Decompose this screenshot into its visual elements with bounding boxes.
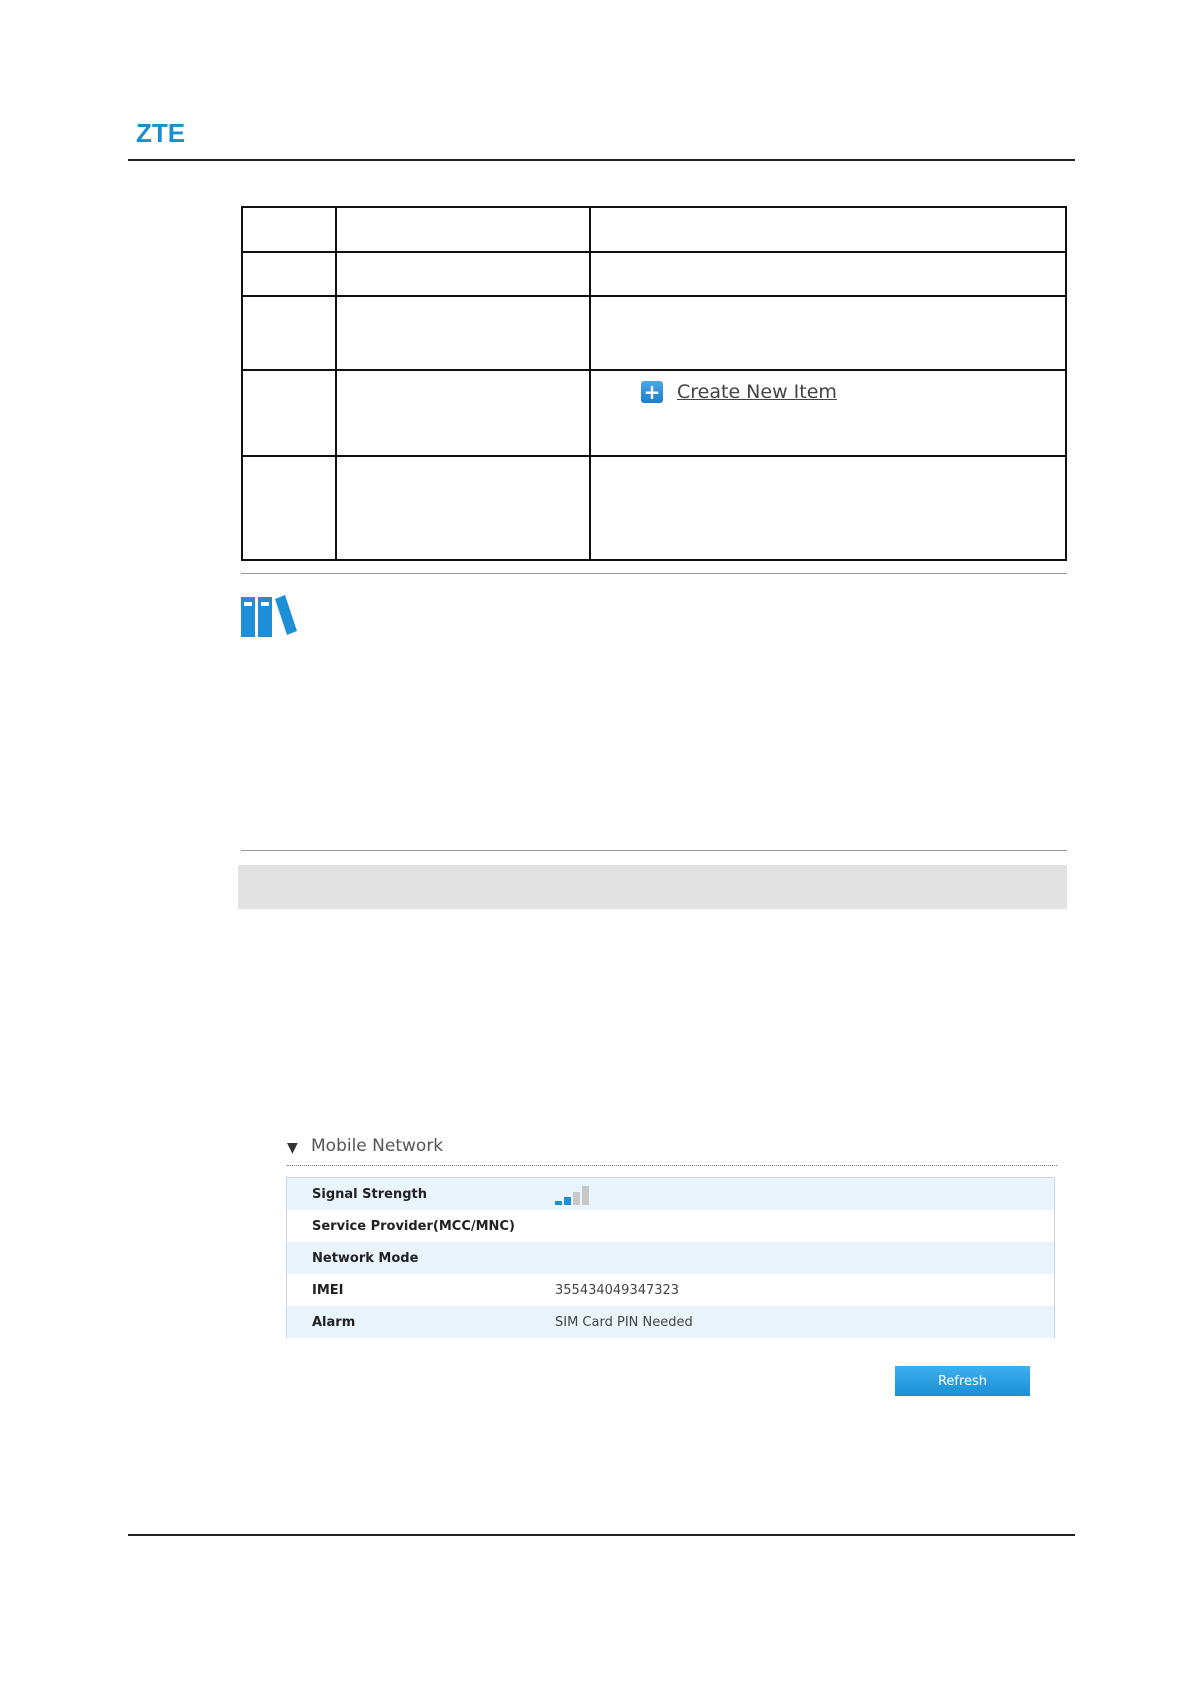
signal-bar bbox=[573, 1192, 580, 1205]
plus-icon: + bbox=[641, 381, 663, 403]
create-new-item-label: Create New Item bbox=[677, 381, 837, 403]
shaded-band bbox=[238, 865, 1067, 909]
table-row bbox=[287, 1178, 1054, 1210]
signal-bars-icon bbox=[555, 1183, 589, 1205]
table-row bbox=[242, 370, 1066, 456]
signal-bar bbox=[582, 1186, 589, 1205]
table-row bbox=[287, 1210, 1054, 1242]
signal-bar bbox=[564, 1197, 571, 1205]
row-label: Service Provider(MCC/MNC) bbox=[312, 1218, 515, 1234]
section-divider bbox=[287, 1165, 1057, 1166]
table-row bbox=[242, 252, 1066, 296]
row-label: Network Mode bbox=[312, 1250, 419, 1266]
books-icon bbox=[239, 591, 301, 643]
table-row bbox=[287, 1274, 1054, 1306]
signal-strength-value bbox=[555, 1183, 589, 1205]
imei-value: 355434049347323 bbox=[555, 1282, 680, 1298]
table-row bbox=[287, 1306, 1054, 1338]
zte-logo: ZTE bbox=[136, 118, 186, 148]
table-row bbox=[242, 456, 1066, 560]
footer-rule bbox=[128, 1534, 1075, 1536]
header-rule bbox=[128, 159, 1075, 161]
mobile-network-title: Mobile Network bbox=[311, 1136, 444, 1156]
row-label: IMEI bbox=[312, 1282, 344, 1298]
alarm-value: SIM Card PIN Needed bbox=[555, 1314, 693, 1330]
procedure-table bbox=[241, 206, 1067, 561]
mobile-network-table bbox=[286, 1177, 1055, 1338]
row-label: Alarm bbox=[312, 1314, 356, 1330]
table-row bbox=[242, 207, 1066, 252]
note-bottom-rule bbox=[241, 850, 1067, 851]
triangle-down-icon: ▼ bbox=[287, 1140, 298, 1156]
note-top-rule bbox=[241, 573, 1067, 574]
signal-bar bbox=[555, 1201, 562, 1205]
table-row bbox=[242, 296, 1066, 370]
refresh-button[interactable]: Refresh bbox=[895, 1366, 1030, 1396]
create-new-item-link[interactable] bbox=[641, 381, 1065, 403]
row-label: Signal Strength bbox=[312, 1186, 427, 1202]
mobile-network-header[interactable] bbox=[287, 1136, 1057, 1166]
table-row bbox=[287, 1242, 1054, 1274]
